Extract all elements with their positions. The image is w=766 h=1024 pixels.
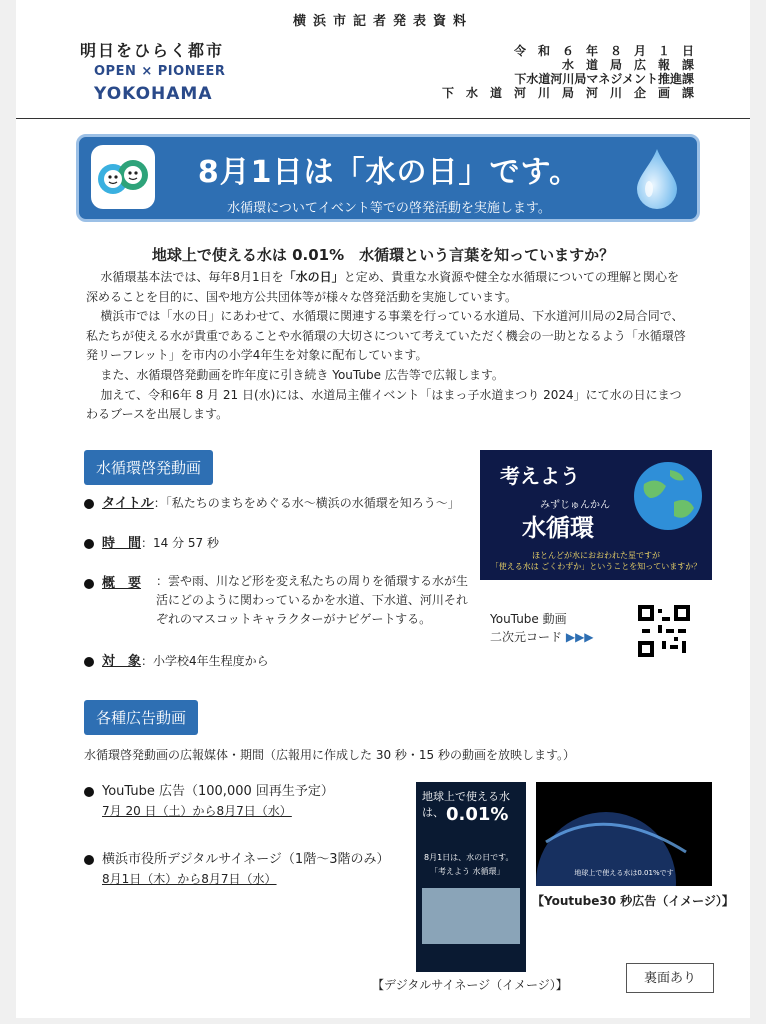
- caption-youtube-ad: 【Youtube30 秒広告（イメージ）】: [532, 894, 734, 908]
- department-1: 水 道 局 広 報 課: [561, 58, 694, 72]
- qr-code-icon[interactable]: [638, 605, 690, 657]
- arrow-right-icon: ▶▶▶: [565, 630, 594, 644]
- youtube-qr-label: YouTube 動画 二次元コード ▶▶▶: [490, 612, 594, 644]
- city-slogan: 明日をひらく都市: [80, 41, 225, 60]
- ads-intro: 水循環啓発動画の広報媒体・期間（広報用に作成した 30 秒・15 秒の動画を放映します。）: [84, 748, 576, 762]
- section-tag-ads: 各種広告動画: [84, 700, 198, 735]
- reverse-side-note: 裏面あり: [626, 963, 714, 993]
- earth-icon: [630, 458, 706, 538]
- bullet-icon: [84, 855, 94, 865]
- video-target-row: 対 象：小学校4年生程度から: [84, 650, 269, 669]
- video-time-row: 時 間：14 分 57 秒: [84, 532, 219, 551]
- bullet-icon: [84, 579, 94, 589]
- video-thumbnail[interactable]: [480, 450, 712, 580]
- video-outline-text: ：雲や雨、川など形を変え私たちの周りを循環する水が生活にどのように関わっているかを水道、下水道、河川それぞれのマスコットキャラクターがナビゲートする。: [156, 574, 469, 626]
- bullet-icon: [84, 499, 94, 509]
- ad-item-youtube-date: 7月 20 日（土）から8月7日（水）: [102, 804, 292, 818]
- city-logo-yokohama: YOKOHAMA: [94, 84, 213, 104]
- thumb-title: 考えよう: [500, 464, 580, 488]
- paragraph-4: 加えて、令和6年 8 月 21 日(水)には、水道局主催イベント「はまっ子水道まつり 2024」にて水の日にまつわるブースを出展します。: [86, 387, 682, 422]
- thumb-caption: ほとんどが水におおわれた星ですが 「使える水は ごくわずか」ということを知っていますか？: [490, 551, 702, 571]
- document-type-title: 横浜市記者発表資料: [292, 14, 473, 29]
- paragraph-1: 水循環基本法では、毎年8月1日を「水の日」と定め、貴重な水資源や健全な水循環についての理解と関心を深めることを目的に、国や地方公共団体等が様々な啓発活動を実施しています。: [86, 270, 679, 304]
- body-text: [86, 268, 686, 425]
- city-logo-open-pioneer: OPEN × PIONEER: [94, 64, 226, 79]
- ad-item-signage: 横浜市役所デジタルサイネージ（1階～3階のみ）: [84, 848, 389, 867]
- header-divider: [16, 118, 750, 119]
- bullet-icon: [84, 539, 94, 549]
- lead-heading: 地球上で使える水は 0.01% 水循環という言葉を知っていますか？: [151, 246, 615, 264]
- caption-signage: 【デジタルサイネージ（イメージ）】: [372, 978, 568, 992]
- press-release-page: [16, 0, 750, 1018]
- video-title-row: タイトル：「私たちのまちをめぐる水～横浜の水循環を知ろう～」: [84, 492, 460, 511]
- mascot-logo-icon: [91, 145, 155, 209]
- thumb-ruby: みずじゅんかん: [540, 500, 610, 511]
- paragraph-3: また、水循環啓発動画を昨年度に引き続き YouTube 広告等で広報します。: [100, 367, 504, 382]
- department-2: 下水道河川局マネジメント推進課: [514, 72, 694, 86]
- bullet-icon: [84, 657, 94, 667]
- digital-signage-image: 地球上で使える水は、 0.01% 8月1日は、水の日です。 「考えよう 水循環」: [416, 782, 526, 972]
- issuer-block: [442, 44, 694, 100]
- city-hall-photo: [422, 888, 520, 944]
- title-banner: [76, 134, 700, 222]
- department-3: 下 水 道 河 川 局 河 川 企 画 課: [441, 86, 694, 100]
- water-day-emphasis: 「水の日」: [283, 270, 344, 284]
- bullet-icon: [84, 787, 94, 797]
- thumb-main: 水循環: [522, 514, 594, 542]
- water-drop-icon: [633, 147, 681, 213]
- banner-title: 8月1日は「水の日」です。: [197, 155, 581, 190]
- banner-subtitle: 水循環についてイベント等での啓発活動を実施します。: [227, 201, 551, 216]
- paragraph-2: 横浜市では「水の日」にあわせて、水循環に関連する事業を行っている水道局、下水道河川局の2局合同で、私たちが使える水が貴重であることや水循環の大切さについて考えていただく機会の一助となるよう「水循環啓発リーフレット」を市内の小学4年生を対象に配布しています。: [86, 309, 686, 363]
- video-outline-row: 概 要: [84, 572, 484, 591]
- issue-date: 令 和 ６ 年 ８ 月 １ 日: [513, 44, 694, 58]
- section-tag-video: 水循環啓発動画: [84, 450, 213, 485]
- ad-item-signage-date: 8月1日（木）から8月7日（水）: [102, 872, 277, 886]
- youtube-ad-image: 地球上で使える水は0.01%です: [536, 782, 712, 886]
- ad-item-youtube: YouTube 広告（100,000 回再生予定）: [84, 780, 334, 799]
